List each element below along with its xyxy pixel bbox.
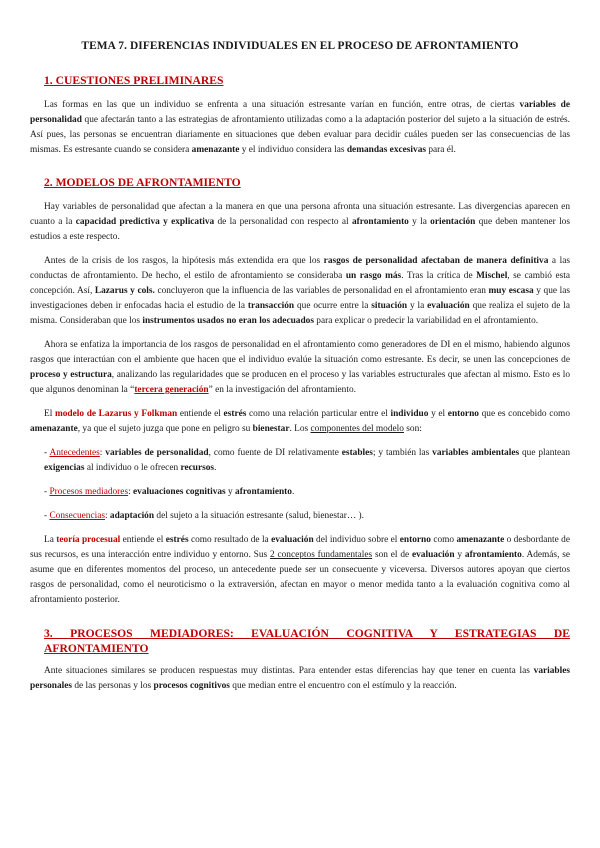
paragraph-2-3: Ahora se enfatiza la importancia de los rasgos de personalidad en el afrontamiento como generadores de DI en el mismo, habiendo algunos rasgos que interactúan con el ambiente que hacen que el individuo evalúe la situación como estresante. Es decir, se unen las concepciones de proceso y estructura, analizando las regularidades que se producen en el proceso y las variables estructurales que afectan al mismo. Esto es lo que algunos denominan la “tercera generación” en la investigación del afrontamiento. — [30, 340, 570, 395]
list-item-antecedentes: - Antecedentes: variables de personalidad, como fuente de DI relativamente estables; y también las variables ambientales que plantean exigencias al individuo o le ofrecen recursos. — [44, 448, 570, 473]
paragraph-2-2: Antes de la crisis de los rasgos, la hipótesis más extendida era que los rasgos de personalidad afectaban de manera definitiva a las conductas de afrontamiento. De hecho, el estilo de afrontamiento se consideraba un rasgo más. Tras la crítica de Mischel, se cambió esta concepción. Así, Lazarus y cols. concluyeron que la influencia de las variables de personalidad en el afrontamiento eran muy escasa y que las investigaciones deben ir enfocadas hacia el estudio de la transacción que ocurre entre la situación y la evaluación que realiza el sujeto de la misma. Consideraban que los instrumentos usados no eran los adecuados para explicar o predecir la variabilidad en el afrontamiento. — [30, 256, 571, 326]
list-item-procesos-mediadores: - Procesos mediadores: evaluaciones cognitivas y afrontamiento. — [44, 487, 295, 497]
section-heading-1: 1. CUESTIONES PRELIMINARES — [44, 74, 224, 87]
paragraph-2-5: La teoría procesual entiende el estrés como resultado de la evaluación del individuo sobre el entorno como amenazante o desbordante de sus recursos, es una interacción entre individuo y entorno. Sus 2 conceptos fundamentales son el de evaluación y afrontamiento. Además, se asume que en diferentes momentos del proceso, un antecedente puede ser un consecuente y viceversa. Diversos autores apoyan que ciertos rasgos de personalidad, como el neuroticismo o la extraversión, afectan en mayor o menor medida tanto a la evaluación cognitiva como al afrontamiento posterior. — [30, 535, 571, 605]
paragraph-1-1: Las formas en las que un individuo se enfrenta a una situación estresante varían en función, entre otras, de ciertas variables de personalidad que afectarán tanto a las estrategias de afrontamiento utilizadas como a la adaptación posterior del sujeto a la situación de estrés. Así pues, las personas se encuentran diariamente en situaciones que deben evaluar para decidir cuáles pueden ser las consecuencias de las mismas. Es estresante cuando se considera amenazante y el individuo considera las demandas excesivas para él. — [30, 100, 571, 155]
list-item-consecuencias: - Consecuencias: adaptación del sujeto a la situación estresante (salud, bienestar… ). — [44, 511, 364, 521]
paragraph-3-1: Ante situaciones similares se producen respuestas muy distintas. Para entender estas diferencias hay que tener en cuenta las variables personales de las personas y los procesos cognitivos que median entre el encuentro con el estímulo y la reacción. — [30, 666, 570, 691]
document-title: TEMA 7. DIFERENCIAS INDIVIDUALES EN EL PROCESO DE AFRONTAMIENTO — [81, 40, 519, 52]
paragraph-2-1: Hay variables de personalidad que afectan a la manera en que una persona afronta una situación estresante. Las divergencias aparecen en cuanto a la capacidad predictiva y explicativa de la personalidad con respecto al afrontamiento y la orientación que deben mantener los estudios a este respecto. — [30, 202, 570, 242]
section-heading-3: 3. PROCESOS MEDIADORES: EVALUACIÓN COGNITIVA Y ESTRATEGIAS DE AFRONTAMIENTO — [44, 627, 570, 655]
paragraph-2-4: El modelo de Lazarus y Folkman entiende el estrés como una relación particular entre el individuo y el entorno que es concebido como amenazante, ya que el sujeto juzga que pone en peligro su bienestar. Los componentes del modelo son: — [30, 409, 570, 434]
section-heading-2: 2. MODELOS DE AFRONTAMIENTO — [44, 176, 241, 189]
